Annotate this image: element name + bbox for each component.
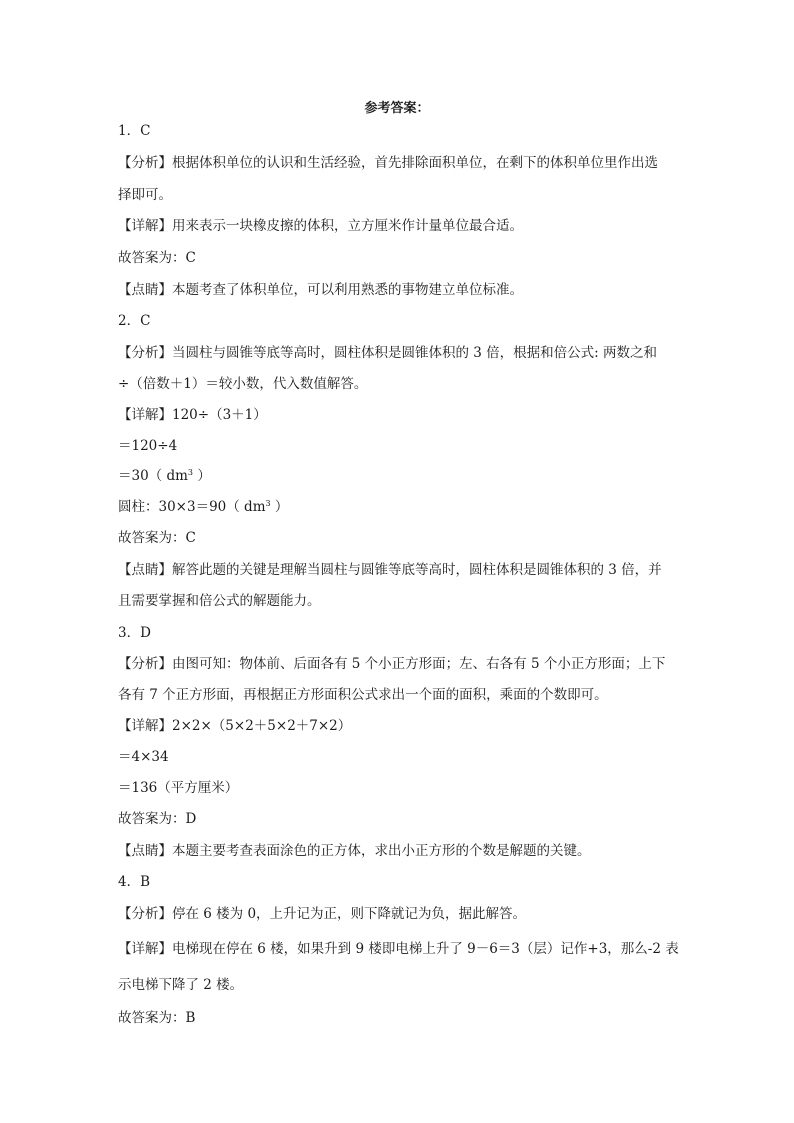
detail-3-line-1: 【详解】2×2×（5×2＋5×2＋7×2） [118,718,352,734]
detail-3-line-2: ＝4×34 [118,749,169,765]
answer-number-3: 3．D [118,625,151,641]
analysis-3-line-2: 各有 7 个正方形面，再根据正方形面积公式求出一个面的面积，乘面的个数即可。 [118,687,608,703]
detail-2-line-3: ＝30（ $dm^3$ ） [118,468,211,484]
answer-number-2: 2．C [118,313,151,329]
detail-4-line-1: 【详解】电梯现在停在 6 楼，如果升到 9 楼即电梯上升了 9－6＝3（层）记作+3，那么-2 表 [118,941,679,957]
analysis-1-line-1: 【分析】根据体积单位的认识和生活经验，首先排除面积单位，在剩下的体积单位里作出选 [118,155,658,171]
analysis-2-line-2: ÷（倍数＋1）＝较小数，代入数值解答。 [118,376,368,392]
detail-2-line-1: 【详解】120÷（3＋1） [118,407,267,423]
analysis-3-line-1: 【分析】由图可知：物体前、后面各有 5 个小正方形面；左、右各有 5 个小正方形面；上下 [118,656,666,672]
answer-2: 故答案为：C [118,530,196,546]
detail-3-line-3: ＝136（平方厘米） [118,780,239,796]
analysis-2-line-1: 【分析】当圆柱与圆锥等底等高时，圆柱体积是圆锥体积的 3 倍，根据和倍公式: 两数之和 [118,345,658,361]
comment-2-line-2: 且需要掌握和倍公式的解题能力。 [118,593,321,609]
analysis-1-line-2: 择即可。 [118,187,172,203]
comment-3: 【点睛】本题主要考查表面涂色的正方体，求出小正方形的个数是解题的关键。 [118,843,591,859]
answer-3: 故答案为：D [118,811,197,827]
page-title: 参考答案： [364,101,430,116]
comment-1: 【点睛】本题考查了体积单位，可以利用熟悉的事物建立单位标准。 [118,282,523,298]
comment-2-line-1: 【点睛】解答此题的关键是理解当圆柱与圆锥等底等高时，圆柱体积是圆锥体积的 3 倍，并 [118,562,662,578]
answer-number-1: 1．C [118,123,151,139]
answer-1: 故答案为：C [118,250,196,266]
detail-2-line-4: 圆柱：30×3＝90（ $dm^3$ ） [118,499,289,515]
answer-4: 故答案为：B [118,1010,196,1026]
detail-4-line-2: 示电梯下降了 2 楼。 [118,977,244,993]
detail-2-line-2: ＝120÷4 [118,438,178,454]
detail-1: 【详解】用来表示一块橡皮擦的体积，立方厘米作计量单位最合适。 [118,218,523,234]
analysis-4: 【分析】停在 6 楼为 0，上升记为正，则下降就记为负，据此解答。 [118,906,527,922]
answer-number-4: 4．B [118,874,151,890]
